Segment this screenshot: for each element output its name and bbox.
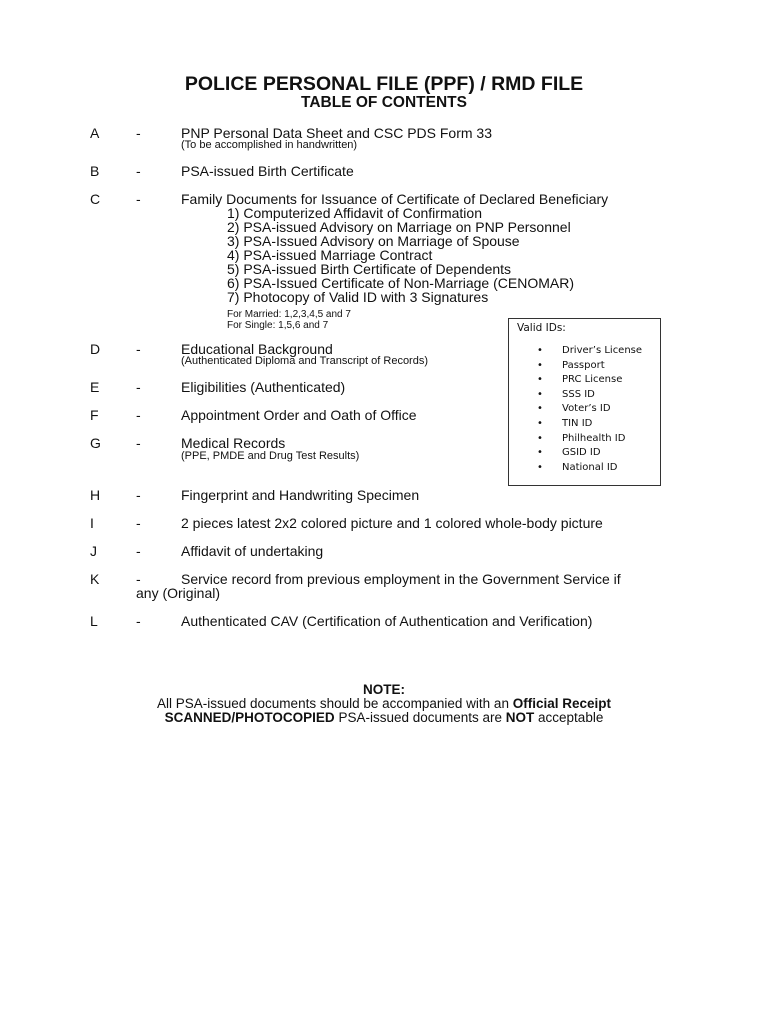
item-f-dash: - xyxy=(136,407,141,423)
item-c-sub-5: 5) PSA-issued Birth Certificate of Dependents xyxy=(227,261,512,277)
note-line-2-end: acceptable xyxy=(534,710,604,725)
item-e-text: Eligibilities (Authenticated) xyxy=(181,379,346,395)
item-h-letter: H xyxy=(90,487,101,503)
valid-id-label: Passport xyxy=(562,359,605,371)
item-g-dash: - xyxy=(136,435,141,451)
bullet-icon: • xyxy=(537,388,543,400)
item-i-letter: I xyxy=(90,515,94,531)
item-b-text: PSA-issued Birth Certificate xyxy=(181,163,354,179)
valid-id-label: Voter’s ID xyxy=(562,403,611,415)
item-g-text: Medical Records xyxy=(181,435,286,451)
item-j-letter: J xyxy=(90,543,97,559)
item-i-text: 2 pieces latest 2x2 colored picture and 1 colored whole-body picture xyxy=(181,515,603,531)
item-g-letter: G xyxy=(90,435,101,451)
item-h-dash: - xyxy=(136,487,141,503)
bullet-icon: • xyxy=(537,359,543,371)
item-f-letter: F xyxy=(90,407,99,423)
list-item xyxy=(537,359,642,374)
item-k-text: Service record from previous employment in the Government Service if xyxy=(181,571,621,587)
item-e-letter: E xyxy=(90,379,100,395)
item-c-sub-4: 4) PSA-issued Marriage Contract xyxy=(227,247,433,263)
bullet-icon: • xyxy=(537,432,543,444)
item-k-text-line2: any (Original) xyxy=(136,585,221,601)
bullet-icon: • xyxy=(537,417,543,429)
list-item xyxy=(537,446,642,461)
item-a-note: (To be accomplished in handwritten) xyxy=(181,139,358,151)
item-d-letter: D xyxy=(90,341,101,357)
list-item xyxy=(537,344,642,359)
item-c-sub-2: 2) PSA-issued Advisory on Marriage on PNP Personnel xyxy=(227,219,571,235)
item-b-letter: B xyxy=(90,163,100,179)
item-e-dash: - xyxy=(136,379,141,395)
bullet-icon: • xyxy=(537,345,543,356)
note-line-1-text: All PSA-issued documents should be accompanied with an xyxy=(157,696,513,711)
item-j-text: Affidavit of undertaking xyxy=(181,543,324,559)
item-h-text: Fingerprint and Handwriting Specimen xyxy=(181,487,420,503)
item-d-note: (Authenticated Diploma and Transcript of Records) xyxy=(181,355,429,367)
item-c-sub-6: 6) PSA-Issued Certificate of Non-Marriage (CENOMAR) xyxy=(227,275,574,291)
note-scanned-photocopied: SCANNED/PHOTOCOPIED xyxy=(164,710,335,725)
item-c-married-note: For Married: 1,2,3,4,5 and 7 xyxy=(227,309,351,320)
note-line-2-text: PSA-issued documents are xyxy=(334,710,506,725)
list-item xyxy=(537,432,642,447)
valid-id-label: SSS ID xyxy=(562,388,595,400)
item-g-note: (PPE, PMDE and Drug Test Results) xyxy=(181,450,360,462)
list-item xyxy=(537,402,642,417)
item-i-dash: - xyxy=(136,515,141,531)
item-d-dash: - xyxy=(136,341,141,357)
item-d-text: Educational Background xyxy=(181,341,333,357)
note-not: NOT xyxy=(505,710,535,725)
bullet-icon: • xyxy=(537,461,543,473)
list-item xyxy=(537,461,642,476)
item-c-dash: - xyxy=(136,191,141,207)
list-item xyxy=(537,388,642,403)
item-k-letter: K xyxy=(90,571,100,587)
item-c-letter: C xyxy=(90,191,101,207)
item-c-sub-7: 7) Photocopy of Valid ID with 3 Signatures xyxy=(227,289,489,305)
valid-ids-list xyxy=(537,344,642,475)
valid-ids-box xyxy=(508,318,661,486)
item-b-dash: - xyxy=(136,163,141,179)
item-c-sub-1: 1) Computerized Affidavit of Confirmation xyxy=(227,205,482,221)
valid-ids-title: Valid IDs: xyxy=(517,322,566,334)
valid-id-label: TIN ID xyxy=(562,417,593,429)
valid-id-label: GSID ID xyxy=(562,447,601,459)
item-f-text: Appointment Order and Oath of Office xyxy=(181,407,417,423)
valid-id-label: National ID xyxy=(562,461,618,473)
item-c-text: Family Documents for Issuance of Certificate of Declared Beneficiary xyxy=(181,191,609,207)
valid-id-label: Driver’s License xyxy=(562,345,643,356)
item-c-sub-3: 3) PSA-Issued Advisory on Marriage of Spouse xyxy=(227,233,520,249)
item-l-dash: - xyxy=(136,613,141,629)
bullet-icon: • xyxy=(537,403,543,415)
list-item xyxy=(537,417,642,432)
item-l-letter: L xyxy=(90,613,98,629)
item-a-letter: A xyxy=(90,125,100,141)
item-j-dash: - xyxy=(136,543,141,559)
valid-id-label: PRC License xyxy=(562,374,623,386)
item-k-dash: - xyxy=(136,571,141,587)
valid-id-label: Philhealth ID xyxy=(562,432,626,444)
bullet-icon: • xyxy=(537,447,543,459)
document-subtitle: TABLE OF CONTENTS xyxy=(301,94,467,111)
item-a-dash: - xyxy=(136,125,141,141)
item-l-text: Authenticated CAV (Certification of Authentication and Verification) xyxy=(181,613,593,629)
note-line-2 xyxy=(0,711,768,726)
item-c-single-note: For Single: 1,5,6 and 7 xyxy=(227,320,329,331)
note-official-receipt: Official Receipt xyxy=(512,696,611,711)
bullet-icon: • xyxy=(537,374,543,386)
item-a-text: PNP Personal Data Sheet and CSC PDS Form 33 xyxy=(181,125,493,141)
document-title: POLICE PERSONAL FILE (PPF) / RMD FILE xyxy=(184,73,584,95)
list-item xyxy=(537,373,642,388)
note-heading: NOTE: xyxy=(363,682,405,697)
